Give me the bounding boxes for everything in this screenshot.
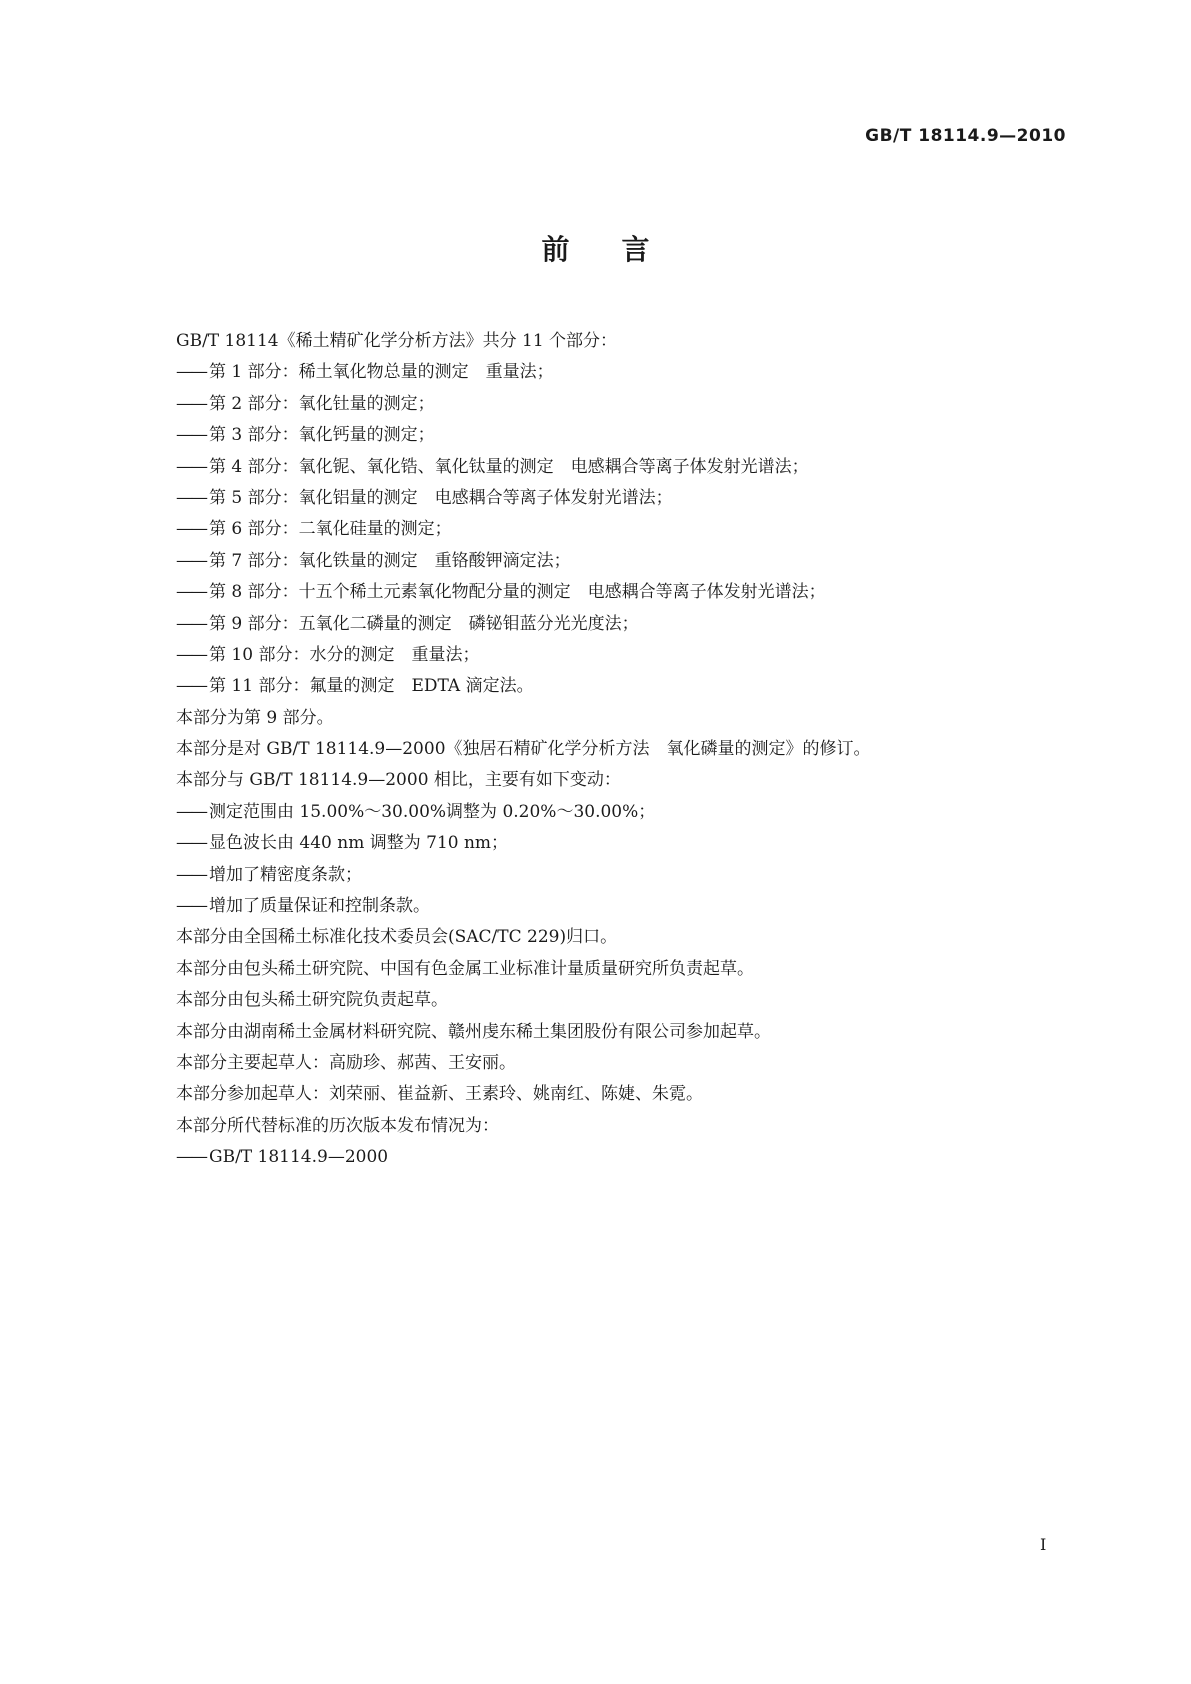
part-text: 第 9 部分：五氧化二磷量的测定 磷铋钼蓝分光光度法； [209,613,639,634]
part-list-item [176,577,1076,608]
change-text: 增加了精密度条款； [209,864,362,885]
change-list-item [176,891,1076,922]
page-title: 前言 [541,233,702,266]
dash: —— [176,456,206,477]
part-list-item [176,671,1076,702]
part-list-item [176,420,1076,451]
part-text: 第 7 部分：氧化铁量的测定 重铬酸钾滴定法； [209,550,571,571]
page-number: I [1040,1535,1047,1554]
dash: —— [176,550,206,571]
change-text: 测定范围由 15.00%～30.00%调整为 0.20%～30.00%； [209,801,656,822]
part-list-item [176,452,1076,483]
previous-editions-intro: 本部分所代替标准的历次版本发布情况为： [176,1115,499,1136]
part-text: 第 4 部分：氧化铌、氧化锆、氧化钛量的测定 电感耦合等离子体发射光谱法； [209,456,809,477]
drafting-org-statement: 本部分由包头稀土研究院、中国有色金属工业标准计量质量研究所负责起草。 [176,958,754,979]
series-intro: GB/T 18114《稀土精矿化学分析方法》共分 11 个部分： [176,331,618,351]
dash: —— [176,393,206,414]
part-list-item [176,609,1076,640]
part-text: 第 11 部分：氟量的测定 EDTA 滴定法。 [209,676,534,697]
preface-body [176,326,1076,1174]
dash: —— [176,644,206,665]
dash: —— [176,582,206,603]
dash: —— [176,864,206,885]
dash: —— [176,676,206,697]
dash: —— [176,362,206,383]
standard-number: GB/T 18114.9—2010 [865,126,1066,146]
part-list-item [176,389,1076,420]
part-text: 第 2 部分：氧化钍量的测定； [209,393,435,414]
change-list-item [176,860,1076,891]
change-list-item [176,828,1076,859]
changes-intro: 本部分与 GB/T 18114.9—2000 相比，主要有如下变动： [176,770,621,791]
dash: —— [176,519,206,540]
previous-edition-text: GB/T 18114.9—2000 [209,1147,389,1168]
part-list-item [176,640,1076,671]
dash: —— [176,425,206,446]
dash: —— [176,833,206,854]
part-list-item [176,483,1076,514]
change-list-item [176,797,1076,828]
change-text: 增加了质量保证和控制条款。 [209,896,430,917]
committee-statement: 本部分由全国稀土标准化技术委员会(SAC/TC 229)归口。 [176,927,618,948]
part-list-item [176,546,1076,577]
part-list-item [176,357,1076,388]
change-text: 显色波长由 440 nm 调整为 710 nm； [209,833,509,854]
revision-statement: 本部分是对 GB/T 18114.9—2000《独居石精矿化学分析方法 氧化磷量的测定》的修订。 [176,739,871,760]
part-text: 第 8 部分：十五个稀土元素氧化物配分量的测定 电感耦合等离子体发射光谱法； [209,582,826,603]
dash: —— [176,1147,206,1168]
previous-edition-item [176,1142,1076,1173]
dash: —— [176,487,206,508]
part-text: 第 5 部分：氧化铝量的测定 电感耦合等离子体发射光谱法； [209,487,673,508]
dash: —— [176,801,206,822]
part-text: 第 6 部分：二氧化硅量的测定； [209,519,452,540]
part-list-item [176,514,1076,545]
participating-org-statement: 本部分由湖南稀土金属材料研究院、赣州虔东稀土集团股份有限公司参加起草。 [176,1021,771,1042]
dash: —— [176,613,206,634]
dash: —— [176,896,206,917]
participating-drafters-statement: 本部分参加起草人：刘荣丽、崔益新、王素玲、姚南红、陈婕、朱霓。 [176,1084,703,1105]
main-drafters-statement: 本部分主要起草人：高励珍、郝茜、王安丽。 [176,1052,516,1073]
lead-drafter-statement: 本部分由包头稀土研究院负责起草。 [176,990,448,1011]
this-part-statement: 本部分为第 9 部分。 [176,707,334,728]
part-text: 第 1 部分：稀土氧化物总量的测定 重量法； [209,362,554,383]
part-text: 第 3 部分：氧化钙量的测定； [209,425,435,446]
part-text: 第 10 部分：水分的测定 重量法； [209,644,480,665]
